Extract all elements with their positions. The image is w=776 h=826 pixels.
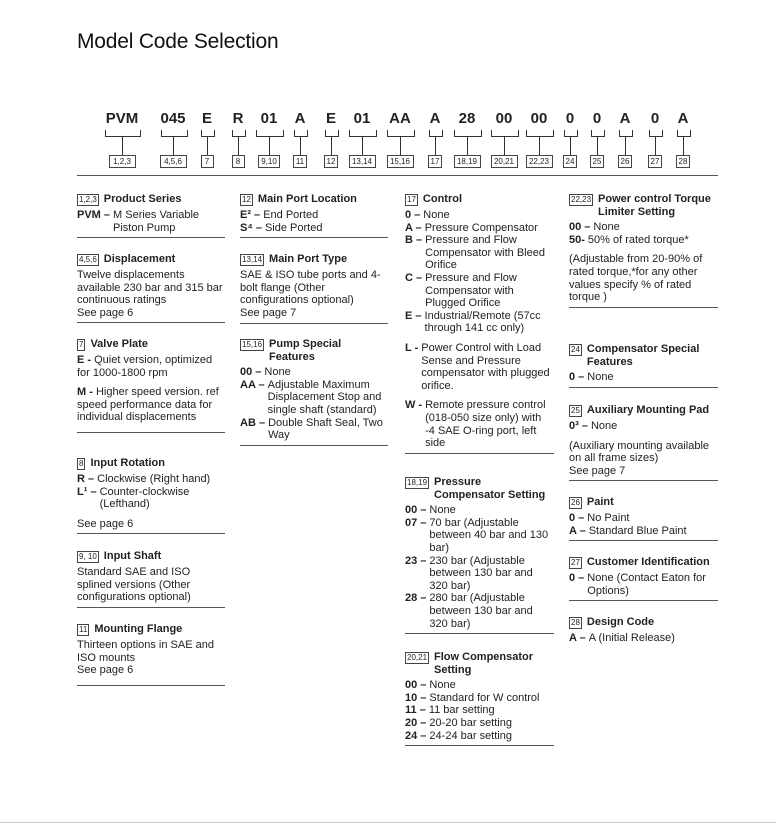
divider bbox=[569, 600, 718, 601]
option-value: Adjustable Maximum Displacement Stop and single shaft (standard) bbox=[267, 378, 382, 416]
code-bracket bbox=[619, 130, 633, 137]
code-char: AA bbox=[389, 110, 411, 127]
position-badge: 1,2,3 bbox=[79, 195, 97, 204]
code-stem bbox=[122, 136, 123, 155]
position-box: 26 bbox=[618, 155, 631, 168]
code-char: 00 bbox=[530, 110, 548, 127]
code-bracket bbox=[526, 130, 554, 137]
option-key: 00 – bbox=[240, 366, 262, 379]
option-key: 07 – bbox=[405, 516, 427, 529]
option-key: E – bbox=[405, 309, 422, 322]
divider bbox=[77, 237, 225, 238]
section-input-shaft bbox=[77, 550, 225, 608]
code-char: E bbox=[201, 110, 212, 127]
section-displacement bbox=[77, 253, 225, 323]
option-value: No Paint bbox=[587, 512, 630, 524]
section-text: SAE & ISO tube ports and 4-bolt flange (Other configurations optional) bbox=[240, 269, 381, 307]
section-note: (Adjustable from 20-90% of rated torque,*for any other values specify % of rated torque ) bbox=[569, 253, 703, 304]
option-value: Pressure Compensator bbox=[424, 221, 538, 234]
position-box: 12 bbox=[324, 155, 337, 168]
code-bracket bbox=[591, 130, 605, 137]
option-value: Standard for W control bbox=[429, 691, 540, 704]
option-value: Power Control with Load Sense and Pressure compensator with plugged orifice. bbox=[421, 341, 550, 392]
code-stem bbox=[504, 136, 505, 155]
option-key: 20 – bbox=[405, 716, 427, 729]
section-text: Twelve displacements available 230 bar and 315 bar continuous ratings bbox=[77, 269, 223, 307]
position-badge: 4,5,6 bbox=[79, 255, 97, 264]
section-text: Thirteen options in SAE and ISO mounts bbox=[77, 639, 214, 664]
code-char: 0 bbox=[592, 110, 602, 127]
position-box: 22,23 bbox=[526, 155, 553, 168]
position-badge: 27 bbox=[571, 558, 580, 567]
divider bbox=[569, 480, 718, 481]
divider bbox=[240, 237, 388, 238]
option-value: Standard Blue Paint bbox=[588, 524, 687, 537]
code-stem bbox=[539, 136, 540, 155]
section-main-port-type bbox=[240, 253, 388, 324]
section-mounting-flange bbox=[77, 623, 225, 686]
section-design-code bbox=[569, 616, 718, 645]
option-value: 50% of rated torque* bbox=[587, 233, 689, 246]
code-stem bbox=[362, 136, 363, 155]
position-box: 13,14 bbox=[349, 155, 376, 168]
code-stem bbox=[207, 136, 208, 155]
option-key: C – bbox=[405, 271, 423, 284]
code-stem bbox=[269, 136, 270, 155]
position-box: 25 bbox=[590, 155, 603, 168]
section-title: Compensator Special Features bbox=[586, 343, 700, 368]
option-value: Quiet version, optimized for 1000-1800 rpm bbox=[77, 354, 213, 379]
section-valve-plate bbox=[77, 338, 225, 433]
code-char: A bbox=[619, 110, 631, 127]
code-bracket bbox=[232, 130, 246, 137]
option-key: 0 – bbox=[405, 209, 421, 221]
position-badge: 8 bbox=[79, 459, 84, 468]
option-value: 70 bar (Adjustable between 40 bar and 130 bar) bbox=[429, 516, 549, 554]
option-value: Pressure and Flow Compensator with Plugged Orifice bbox=[425, 271, 517, 310]
position-box: 18,19 bbox=[454, 155, 481, 168]
section-title: Pressure Compensator Setting bbox=[434, 476, 546, 501]
divider bbox=[569, 387, 718, 388]
position-box: 4,5,6 bbox=[160, 155, 187, 168]
position-box: 28 bbox=[676, 155, 689, 168]
section-note: See page 7 bbox=[569, 464, 626, 477]
option-value: 20-20 bar setting bbox=[429, 716, 512, 729]
option-value: 280 bar (Adjustable between 130 bar and 320 bar) bbox=[429, 592, 533, 630]
section-auxiliary-mounting bbox=[569, 404, 718, 481]
section-note: See page 6 bbox=[77, 306, 134, 319]
option-value: None bbox=[593, 221, 620, 234]
code-bracket bbox=[325, 130, 339, 137]
option-value: Higher speed version. ref speed performance data for individual displacements bbox=[77, 386, 219, 424]
option-key: 00 – bbox=[405, 504, 427, 517]
code-bracket bbox=[105, 130, 141, 137]
position-badge: 26 bbox=[571, 498, 580, 507]
option-key: A – bbox=[569, 524, 586, 537]
position-badge: 24 bbox=[571, 345, 580, 354]
code-char: 00 bbox=[495, 110, 513, 127]
divider bbox=[77, 322, 225, 323]
section-title: Design Code bbox=[586, 616, 655, 628]
section-title: Control bbox=[422, 193, 463, 205]
position-box: 17 bbox=[428, 155, 441, 168]
option-key: L¹ – bbox=[77, 485, 97, 498]
code-stem bbox=[331, 136, 332, 155]
position-badge: 12 bbox=[242, 195, 251, 204]
code-bracket bbox=[201, 130, 215, 137]
section-title: Valve Plate bbox=[90, 338, 148, 350]
position-badge: 17 bbox=[407, 195, 416, 204]
section-paint bbox=[569, 496, 718, 541]
code-stem bbox=[683, 136, 684, 155]
option-value: End Ported bbox=[263, 209, 319, 221]
section-title: Pump Special Features bbox=[269, 338, 342, 363]
option-key: E² – bbox=[240, 209, 261, 221]
section-title: Mounting Flange bbox=[94, 623, 183, 635]
section-title: Flow Compensator Setting bbox=[434, 651, 534, 676]
section-control bbox=[405, 193, 554, 454]
code-stem bbox=[435, 136, 436, 155]
code-stem bbox=[173, 136, 174, 155]
section-input-rotation bbox=[77, 457, 225, 534]
divider bbox=[77, 533, 225, 534]
section-text: Standard SAE and ISO splined versions (Other configurations optional) bbox=[77, 566, 191, 604]
section-title: Input Rotation bbox=[90, 457, 165, 469]
code-stem bbox=[655, 136, 656, 155]
option-key: B – bbox=[405, 234, 423, 247]
section-product-series bbox=[77, 193, 225, 238]
option-key: 00 – bbox=[405, 679, 427, 692]
option-value: M Series Variable Piston Pump bbox=[113, 209, 200, 234]
section-power-control bbox=[569, 193, 718, 308]
option-value: None bbox=[429, 679, 456, 692]
section-note: See page 7 bbox=[240, 306, 297, 319]
option-key: S⁴ – bbox=[240, 221, 262, 234]
code-bracket bbox=[677, 130, 691, 137]
option-value: A (Initial Release) bbox=[588, 632, 675, 644]
section-note: See page 6 bbox=[77, 517, 134, 530]
option-value: Clockwise (Right hand) bbox=[97, 473, 211, 485]
option-value: 24-24 bar setting bbox=[429, 729, 512, 742]
section-title: Main Port Location bbox=[257, 193, 357, 205]
code-stem bbox=[300, 136, 301, 155]
divider bbox=[77, 432, 225, 433]
code-char: A bbox=[429, 110, 441, 127]
page-bottom-border bbox=[0, 822, 776, 823]
position-badge: 15,16 bbox=[242, 340, 263, 349]
option-value: None bbox=[423, 209, 450, 221]
option-key: 23 – bbox=[405, 554, 427, 567]
section-title: Customer Identification bbox=[586, 556, 710, 568]
code-bracket bbox=[649, 130, 663, 137]
position-box: 27 bbox=[648, 155, 661, 168]
option-key: E - bbox=[77, 354, 92, 366]
code-bracket bbox=[294, 130, 308, 137]
option-key: L - bbox=[405, 341, 419, 354]
position-badge: 7 bbox=[79, 340, 84, 349]
section-title: Power control Torque Limiter Setting bbox=[598, 193, 711, 218]
section-flow-compensator bbox=[405, 651, 554, 746]
position-badge: 20,21 bbox=[407, 653, 428, 662]
section-title: Displacement bbox=[103, 253, 176, 265]
option-key: 11 – bbox=[405, 704, 426, 717]
code-char: 01 bbox=[260, 110, 278, 127]
option-key: 0³ – bbox=[569, 420, 588, 432]
code-stem bbox=[467, 136, 468, 155]
section-pressure-compensator bbox=[405, 476, 554, 634]
code-bracket bbox=[349, 130, 377, 137]
option-key: M - bbox=[77, 386, 93, 399]
code-char: 0 bbox=[565, 110, 575, 127]
section-title: Auxiliary Mounting Pad bbox=[586, 404, 710, 416]
divider bbox=[569, 307, 718, 308]
option-key: R – bbox=[77, 473, 95, 485]
option-key: W - bbox=[405, 399, 423, 412]
code-char: 045 bbox=[160, 110, 186, 127]
section-pump-special-features bbox=[240, 338, 388, 446]
section-title: Input Shaft bbox=[103, 550, 162, 562]
position-badge: 9, 10 bbox=[79, 552, 97, 561]
position-badge: 18,19 bbox=[407, 478, 428, 487]
position-badge: 25 bbox=[571, 406, 580, 415]
option-key: 0 – bbox=[569, 371, 585, 384]
divider bbox=[77, 685, 225, 686]
code-char: R bbox=[232, 110, 244, 127]
code-bracket bbox=[256, 130, 284, 137]
position-box: 9,10 bbox=[258, 155, 280, 168]
divider bbox=[569, 540, 718, 541]
code-stem bbox=[570, 136, 571, 155]
position-badge: 28 bbox=[571, 618, 580, 627]
position-badge: 11 bbox=[79, 625, 88, 634]
option-value: Industrial/Remote (57cc through 141 cc only) bbox=[424, 309, 541, 335]
option-value: Side Ported bbox=[264, 221, 323, 234]
code-stem bbox=[238, 136, 239, 155]
section-main-port-location bbox=[240, 193, 388, 238]
divider bbox=[405, 633, 554, 634]
option-key: 28 – bbox=[405, 592, 427, 605]
code-stem bbox=[400, 136, 401, 155]
option-key: A – bbox=[405, 221, 422, 234]
code-char: 0 bbox=[650, 110, 660, 127]
position-box: 8 bbox=[232, 155, 245, 168]
divider bbox=[240, 445, 388, 446]
code-stem bbox=[625, 136, 626, 155]
option-value: Remote pressure control (018-050 size only) with -4 SAE O-ring port, left side bbox=[425, 399, 546, 450]
section-compensator-special bbox=[569, 343, 718, 388]
option-key: 0 – bbox=[569, 512, 585, 524]
option-value: 11 bar setting bbox=[428, 704, 495, 717]
position-badge: 22,23 bbox=[571, 195, 592, 204]
code-bracket bbox=[161, 130, 188, 137]
code-char: E bbox=[325, 110, 336, 127]
option-key: A – bbox=[569, 632, 586, 644]
option-key: AA – bbox=[240, 378, 265, 391]
option-value: None bbox=[429, 504, 456, 517]
position-box: 7 bbox=[201, 155, 214, 168]
section-note: (Auxiliary mounting available on all frame sizes) bbox=[569, 439, 710, 465]
option-value: None bbox=[590, 420, 618, 432]
position-box: 11 bbox=[293, 155, 306, 168]
option-key: 50- bbox=[569, 233, 585, 246]
section-title: Main Port Type bbox=[269, 253, 348, 265]
option-value: Double Shaft Seal, Two Way bbox=[268, 416, 383, 442]
code-bracket bbox=[429, 130, 443, 137]
position-box: 24 bbox=[563, 155, 576, 168]
page-title: Model Code Selection bbox=[77, 30, 279, 53]
divider bbox=[77, 175, 718, 176]
option-key: AB – bbox=[240, 416, 266, 429]
option-key: 10 – bbox=[405, 691, 427, 704]
option-value: None (Contact Eaton for Options) bbox=[587, 572, 706, 597]
position-badge: 13,14 bbox=[242, 255, 263, 264]
code-bracket bbox=[564, 130, 578, 137]
option-key: 0 – bbox=[569, 572, 585, 584]
position-box: 1,2,3 bbox=[109, 155, 136, 168]
section-title: Paint bbox=[586, 496, 614, 508]
code-bracket bbox=[454, 130, 482, 137]
divider bbox=[405, 453, 554, 454]
code-char: 28 bbox=[458, 110, 476, 127]
option-value: None bbox=[264, 366, 291, 379]
section-note: See page 6 bbox=[77, 664, 134, 677]
option-value: Counter-clockwise (Lefthand) bbox=[99, 485, 190, 511]
section-title: Product Series bbox=[103, 193, 182, 205]
position-box: 15,16 bbox=[387, 155, 414, 168]
code-char: A bbox=[677, 110, 689, 127]
position-box: 20,21 bbox=[491, 155, 518, 168]
code-char: PVM bbox=[105, 110, 139, 127]
divider bbox=[240, 323, 388, 324]
option-key: PVM – bbox=[77, 209, 111, 221]
option-value: 230 bar (Adjustable between 130 bar and 320 bar) bbox=[429, 554, 533, 592]
option-key: 24 – bbox=[405, 729, 427, 742]
option-value: None bbox=[587, 371, 614, 384]
code-char: A bbox=[294, 110, 306, 127]
divider bbox=[405, 745, 554, 746]
code-bracket bbox=[491, 130, 519, 137]
code-char: 01 bbox=[353, 110, 371, 127]
divider bbox=[77, 607, 225, 608]
section-customer-identification bbox=[569, 556, 718, 601]
option-key: 00 – bbox=[569, 221, 591, 234]
code-bracket bbox=[387, 130, 415, 137]
code-stem bbox=[597, 136, 598, 155]
option-value: Pressure and Flow Compensator with Bleed Orifice bbox=[425, 234, 545, 272]
